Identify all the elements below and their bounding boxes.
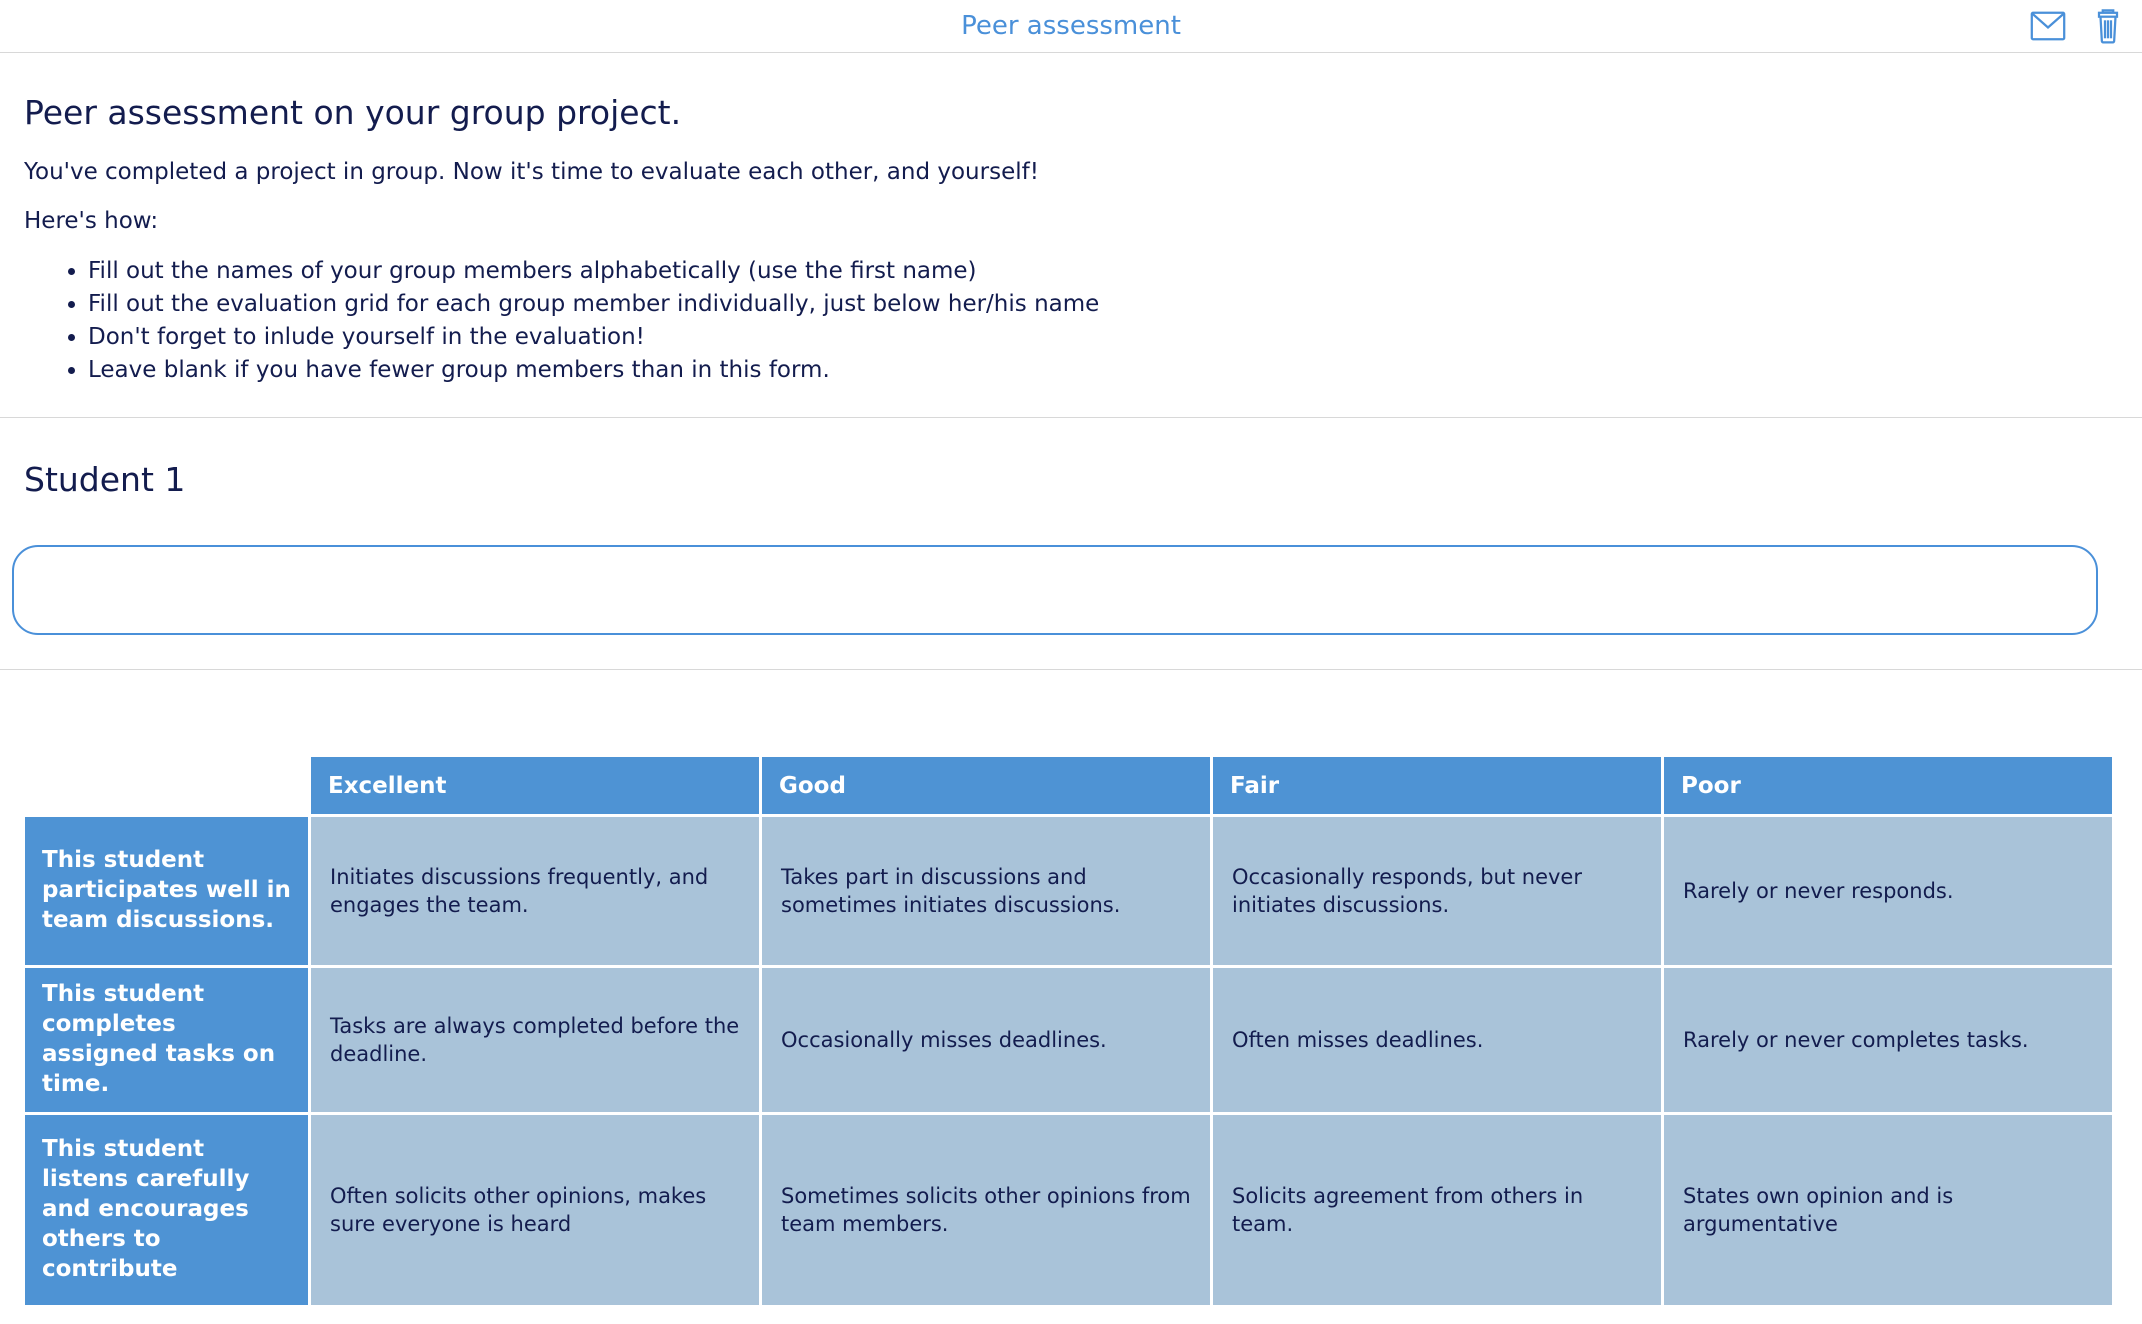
instruction-item: • Don't forget to inlude yourself in the evaluation! (88, 324, 2118, 350)
student-heading: Student 1 (24, 460, 186, 499)
topbar-actions (2028, 7, 2128, 45)
student-name-input[interactable] (12, 545, 2098, 635)
intro-paragraph: You've completed a project in group. Now it's time to evaluate each other, and yourself! (24, 159, 1039, 185)
rubric-corner-cell (25, 757, 308, 814)
section-divider (0, 417, 2142, 418)
rubric-cell[interactable]: Occasionally responds, but never initiates discussions. (1213, 817, 1661, 965)
trash-icon[interactable] (2088, 7, 2128, 45)
instruction-item: • Fill out the names of your group members alphabetically (use the first name) (88, 258, 2118, 284)
rubric-cell[interactable]: Rarely or never completes tasks. (1664, 968, 2112, 1112)
table-row (25, 968, 2112, 1112)
rubric-column-poor: Poor (1664, 757, 2112, 814)
rubric-table (22, 754, 2115, 1308)
table-row (25, 1115, 2112, 1305)
mail-icon[interactable] (2028, 7, 2068, 45)
page-title: Peer assessment on your group project. (24, 93, 682, 132)
rubric-column-good: Good (762, 757, 1210, 814)
table-row (25, 817, 2112, 965)
rubric-column-fair: Fair (1213, 757, 1661, 814)
top-bar (0, 0, 2142, 53)
student-section (0, 460, 2142, 635)
rubric-cell[interactable]: Initiates discussions frequently, and engages the team. (311, 817, 759, 965)
rubric-cell[interactable]: Occasionally misses deadlines. (762, 968, 1210, 1112)
rubric-cell[interactable]: Takes part in discussions and sometimes initiates discussions. (762, 817, 1210, 965)
section-divider (0, 669, 2142, 670)
instruction-item: • Leave blank if you have fewer group members than in this form. (88, 357, 2118, 383)
rubric-cell[interactable]: Tasks are always completed before the deadline. (311, 968, 759, 1112)
rubric-cell[interactable]: Sometimes solicits other opinions from team members. (762, 1115, 1210, 1305)
intro-section (0, 93, 2142, 383)
rubric-criterion: This student completes assigned tasks on time. (25, 968, 308, 1112)
rubric-cell[interactable]: States own opinion and is argumentative (1664, 1115, 2112, 1305)
intro-how-label: Here's how: (24, 208, 159, 234)
rubric-cell[interactable]: Often solicits other opinions, makes sure everyone is heard (311, 1115, 759, 1305)
rubric-cell[interactable]: Solicits agreement from others in team. (1213, 1115, 1661, 1305)
instruction-list (24, 258, 2118, 383)
rubric-criterion: This student listens carefully and encourages others to contribute (25, 1115, 308, 1305)
rubric-column-excellent: Excellent (311, 757, 759, 814)
rubric-cell[interactable]: Often misses deadlines. (1213, 968, 1661, 1112)
instruction-item: • Fill out the evaluation grid for each group member individually, just below her/his name (88, 291, 2118, 317)
rubric-header-row (25, 757, 2112, 814)
rubric-criterion: This student participates well in team discussions. (25, 817, 308, 965)
rubric-cell[interactable]: Rarely or never responds. (1664, 817, 2112, 965)
form-title: Peer assessment (961, 11, 1181, 41)
